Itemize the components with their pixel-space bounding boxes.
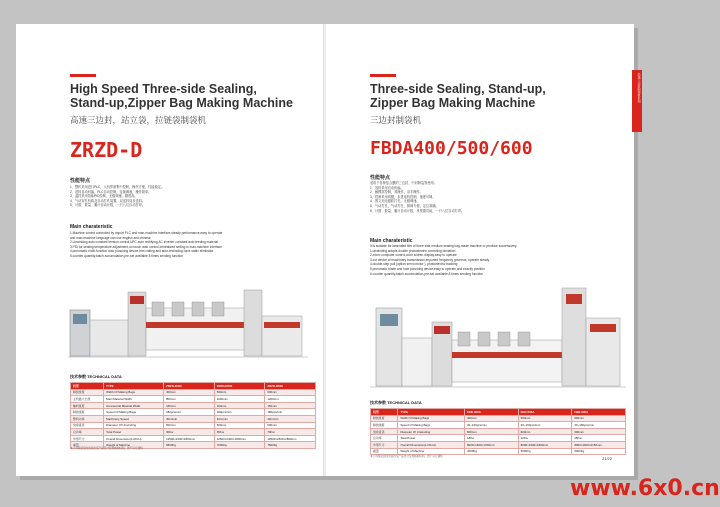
feature-line: 4.double-step pull (option servo motor ), photoelectric tracking: [370, 262, 458, 267]
table-cell: 18Kw: [465, 435, 519, 442]
table-cell: 12500×2300×1800mm: [164, 435, 215, 442]
table-cell: 65Kw: [214, 429, 265, 436]
table-cell: Width Of Making Bags: [398, 415, 465, 422]
table-cell: Accessorial Material Width: [104, 402, 164, 409]
feature-intro: 适用于各种复合膜的三边封、中封制袋等使用。: [370, 181, 437, 185]
left-features-cn-heading: 性能特点: [70, 178, 91, 184]
feature-line: 3、控制采用伺服，步进电机控制，速度可调。: [370, 194, 436, 199]
table-header: FBD-400A: [465, 409, 519, 416]
table-cell: Weight of Machine: [398, 448, 465, 455]
feature-line: 1.unwinding adopts double photoelectric correcting deviation: [370, 248, 456, 253]
feature-line: It is suitable for laminated film of three side,medium sealing bag-made machine to produce successively.: [370, 244, 518, 248]
table-cell: 160mm: [164, 402, 215, 409]
table-cell: 放卷直径: [371, 428, 398, 435]
right-features-en-heading: Main charateristic: [370, 238, 413, 244]
table-cell: Width Of Making Bags: [104, 389, 164, 396]
table-cell: 600mm: [164, 422, 215, 429]
table-row: [71, 429, 316, 436]
table-cell: 180pcs/min: [265, 409, 316, 416]
right-page: [326, 24, 634, 476]
page-number: 21/22: [602, 456, 613, 461]
table-cell: 60Kw: [164, 429, 215, 436]
table-cell: 600mm: [265, 422, 316, 429]
feature-line: 2.micro computer control,color screen display,easy to operate: [370, 253, 457, 258]
table-cell: 600mm: [572, 428, 626, 435]
table-cell: 重量: [371, 448, 398, 455]
table-cell: 70Kw: [265, 429, 316, 436]
table-cell: 180pcs/min: [164, 409, 215, 416]
table-cell: 800mm: [164, 396, 215, 403]
table-cell: 制袋速度: [71, 409, 104, 416]
feature-line: and man-machine language can use english and chinese: [70, 235, 151, 240]
table-row: [371, 415, 626, 422]
table-cell: 7500Kg: [265, 442, 316, 449]
table-row: [371, 422, 626, 429]
feature-line: 5.pneumatic blade and hole punching device,easy to operate and exactly position: [370, 266, 485, 271]
table-cell: 主机最大长度: [71, 396, 104, 403]
table-cell: 12500×2500×1800mm: [265, 435, 316, 442]
right-table-title: 技术参数 TECHNICAL DATA: [370, 400, 422, 405]
table-cell: 160mm: [265, 402, 316, 409]
right-features-cn: [370, 181, 464, 213]
table-row: [371, 428, 626, 435]
table-cell: 5000Kg: [518, 448, 572, 455]
feature-line: 6、计数、数量、累计自动计数，具预置功能，一只八位自动打印。: [370, 208, 465, 213]
table-header: TYPE: [398, 409, 465, 416]
title-accent-bar: [70, 74, 96, 77]
table-cell: 40m/min: [164, 415, 215, 422]
table-header: 机型: [371, 409, 398, 416]
bag-making-machine-image: [370, 278, 626, 398]
left-table-title: 技术参数 TECHNICAL DATA: [70, 374, 122, 379]
feature-line: 4、气动穿孔机构及自动打孔装置，双送料同步送料。: [70, 198, 146, 203]
table-cell: 1200mm: [265, 396, 316, 403]
feature-line: 3、温控采用智能PID控制，无级调速，精度高。: [70, 194, 138, 199]
table-header: ZRZD-D600: [265, 383, 316, 390]
table-cell: Overall Dimension(L×W×H): [398, 441, 465, 448]
right-title-line1: Three-side Sealing, Stand-up,: [370, 82, 546, 96]
left-note: 本公司保留因改进而改变产品设计及规格的权利，恕不另行通知: [70, 447, 143, 450]
table-cell: 重量: [71, 442, 104, 449]
feature-line: 1.Machine control controlled by import PLC and man-machine interface,steady performance,easy to operate: [70, 231, 223, 235]
table-cell: 总功率: [371, 435, 398, 442]
site-watermark: www.6x0.cn: [570, 476, 720, 501]
table-row: [371, 441, 626, 448]
feature-line: 2、进料自动纠偏，PLC自动控制，变频调速，操作简单。: [70, 189, 152, 194]
table-cell: 40m/min: [265, 415, 316, 422]
table-cell: 6500Kg: [164, 442, 215, 449]
table-cell: 外形尺寸: [71, 435, 104, 442]
table-cell: Weight of Machine: [104, 442, 164, 449]
table-cell: 外形尺寸: [371, 441, 398, 448]
feature-line: 4、图文光电跟踪打孔，无级调速。: [370, 199, 420, 204]
table-cell: 总功率: [71, 429, 104, 436]
left-features-en-heading: Main charateristic: [70, 224, 113, 230]
feature-line: 1、放料采用自动纠偏。: [370, 185, 404, 190]
table-cell: 8000×1500×1800mm: [518, 441, 572, 448]
feature-line: 2、触摸屏控制，易操作，双手操作。: [370, 190, 423, 195]
table-row: [71, 409, 316, 416]
table-cell: 180pcs/min: [214, 409, 265, 416]
left-features-cn: [70, 185, 164, 208]
table-cell: 500mm: [518, 415, 572, 422]
table-cell: 6000Kg: [572, 448, 626, 455]
table-row: [71, 396, 316, 403]
right-features-en: [370, 244, 517, 276]
table-row: [371, 435, 626, 442]
table-cell: 7000Kg: [214, 442, 265, 449]
feature-line: 5、气动打孔，气动打孔，微调方便，定位准确。: [370, 203, 439, 208]
table-cell: 25Kw: [572, 435, 626, 442]
table-cell: 40m/min: [214, 415, 265, 422]
feature-line: 1、整机采用进口PLC，人机界面集中控制，操作方便，性能稳定。: [70, 185, 165, 189]
table-cell: 12500×2400×1800mm: [214, 435, 265, 442]
table-cell: Overall Dimension(L×W×H): [104, 435, 164, 442]
table-cell: Speed Of Making Bags: [104, 409, 164, 416]
feature-line: 5.counter quantity,batch accumulation,pre-set available 8 times sending function: [70, 253, 183, 258]
bag-making-machine-image: [68, 262, 308, 372]
left-title-cn: 高速三边封，站立袋，拉链袋制袋机: [70, 116, 207, 126]
table-header-row: [71, 383, 316, 390]
table-cell: 600mm: [572, 415, 626, 422]
table-cell: 8000×1400×1700mm: [465, 441, 519, 448]
side-tab: [632, 70, 642, 132]
table-cell: Speed Of Making Bags: [398, 422, 465, 429]
table-cell: 400mm: [164, 389, 215, 396]
right-note: 本公司保留因改进而改变产品设计及规格的权利，恕不另行通知: [370, 455, 443, 458]
table-row: [71, 389, 316, 396]
right-title-line2: Zipper Bag Making Machine: [370, 96, 536, 110]
table-cell: Machinery Speed: [104, 415, 164, 422]
feature-line: 4.pneumatic multi-function auto punching device,trim cutting and auto-rewinding have static eliminator: [70, 249, 214, 254]
table-header: ZRZD-D500: [214, 383, 265, 390]
right-title-cn: 三边封制袋机: [370, 116, 422, 126]
left-title-line1: High Speed Three-side Sealing,: [70, 82, 257, 96]
table-cell: 4000Kg: [465, 448, 519, 455]
table-cell: 整机功率: [71, 415, 104, 422]
table-cell: 22Kw: [518, 435, 572, 442]
table-cell: 30~160pcs/min: [518, 422, 572, 429]
table-cell: 500mm: [214, 389, 265, 396]
feature-line: 3.PID for sealing temperature adjustment,no touch auto control,centralized setting in man-machine interface: [70, 244, 223, 249]
table-cell: Diameter Of Unwinding: [104, 422, 164, 429]
table-cell: 600mm: [518, 428, 572, 435]
table-cell: 1000mm: [214, 396, 265, 403]
right-features-cn-heading: 性能特点: [370, 175, 391, 181]
table-cell: Main Material Width: [104, 396, 164, 403]
table-row: [71, 422, 316, 429]
feature-line: 3.cut device of machinery transmission,imported frequency governor, operate steady: [370, 257, 490, 262]
table-cell: 30~160pcs/min: [572, 422, 626, 429]
table-header-row: [371, 409, 626, 416]
left-page: [16, 24, 324, 476]
table-header: TYPE: [104, 383, 164, 390]
table-cell: 600mm: [214, 422, 265, 429]
right-spec-table: [370, 408, 626, 455]
machine-illustration: [370, 278, 626, 398]
table-cell: 160mm: [214, 402, 265, 409]
table-row: [71, 402, 316, 409]
table-header: FBD-500A: [518, 409, 572, 416]
table-row: [71, 415, 316, 422]
table-header: 机型: [71, 383, 104, 390]
machine-illustration: [68, 262, 308, 372]
table-header: ZRZD-D400: [164, 383, 215, 390]
table-cell: 30~160pcs/min: [465, 422, 519, 429]
table-cell: Total Power: [398, 435, 465, 442]
right-model-name: FBDA400/500/600: [370, 138, 533, 159]
table-cell: 600mm: [265, 389, 316, 396]
table-cell: 600mm: [465, 428, 519, 435]
table-cell: 制袋速度: [371, 422, 398, 429]
table-cell: Total Power: [104, 429, 164, 436]
feature-line: 5、计数、数量、累计自动计数，一只八位自动打印。: [70, 203, 146, 208]
table-cell: 制袋宽度: [371, 415, 398, 422]
table-header: FBD-600A: [572, 409, 626, 416]
title-accent-bar: [370, 74, 396, 77]
left-title-line2: Stand-up,Zipper Bag Making Machine: [70, 96, 293, 110]
table-cell: 制袋宽度: [71, 389, 104, 396]
table-row: [71, 435, 316, 442]
side-tab-label: 高速三边封制袋机系列: [637, 73, 641, 103]
table-cell: 放卷直径: [71, 422, 104, 429]
left-model-name: ZRZD-D: [70, 138, 143, 162]
feature-line: 2.Unwinding auto constant tension control,UPC auto rectifying,AC inverter constant auto feeding material: [70, 240, 218, 245]
table-cell: Diameter Of Unwinding: [398, 428, 465, 435]
table-cell: 8000×1600×2150mm: [572, 441, 626, 448]
table-cell: 400mm: [465, 415, 519, 422]
table-cell: 辅料宽度: [71, 402, 104, 409]
left-spec-table: [70, 382, 316, 449]
left-features-en: [70, 231, 222, 259]
feature-line: 6.counter quantity,batch accumulation,pre-set available,8 times sending function: [370, 271, 483, 276]
